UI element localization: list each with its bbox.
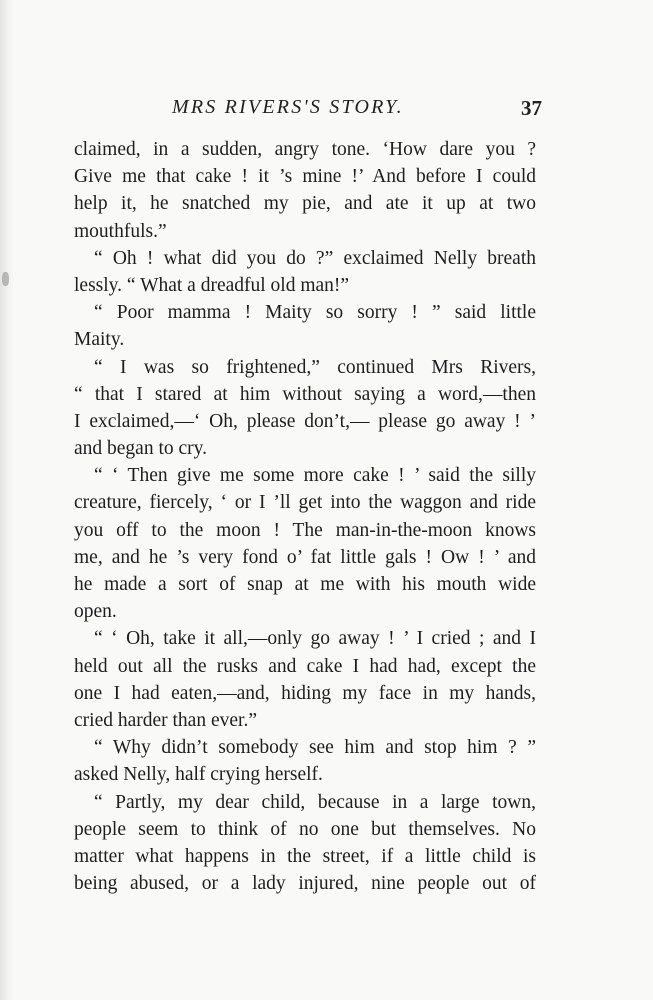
text-line: “ Oh ! what did you do ?” exclaimed Nelly breath (94, 247, 536, 269)
text-line: matter what happens in the street, if a little child is (74, 845, 536, 867)
text-line: “ Poor mamma ! Maity so sorry ! ” said little (94, 302, 536, 324)
text-line: people seem to think of no one but themselves. No (74, 818, 536, 840)
text-line: asked Nelly, half crying herself. (74, 764, 323, 786)
page-number: 37 (521, 96, 542, 120)
running-head: MRS RIVERS'S STORY. (172, 96, 404, 118)
body-text (74, 136, 536, 897)
text-line: “ that I stared at him without saying a word,—then (74, 383, 536, 405)
text-line: one I had eaten,—and, hiding my face in my hands, (74, 682, 536, 704)
text-line: he made a sort of snap at me with his mouth wide (74, 574, 536, 595)
text-line: “ Why didn’t somebody see him and stop him ? ” (94, 737, 536, 759)
page-header (172, 96, 542, 126)
text-line: creature, fiercely, ‘ or I ’ll get into the waggon and ride (74, 492, 536, 514)
text-line: Maity. (74, 329, 125, 351)
text-line: lessly. “ What a dreadful old man!” (74, 274, 350, 296)
text-line: claimed, in a sudden, angry tone. ‘How dare you ? (74, 139, 536, 160)
text-line: me, and he ’s very fond o’ fat little gals ! Ow ! ’ and (74, 546, 536, 568)
text-line: held out all the rusks and cake I had had, except the (74, 655, 536, 677)
text-line: “ Partly, my dear child, because in a large town, (94, 791, 536, 813)
text-line: “ I was so frightened,” continued Mrs Rivers, (94, 356, 536, 378)
page-gutter-edge (0, 0, 14, 1000)
text-line: I exclaimed,—‘ Oh, please don’t,— please go away ! ’ (74, 410, 536, 432)
text-line: help it, he snatched my pie, and ate it up at two (74, 193, 536, 215)
text-line: “ ‘ Oh, take it all,—only go away ! ’ I cried ; and I (94, 628, 536, 650)
text-line: and began to cry. (74, 438, 208, 460)
text-line: open. (74, 601, 117, 623)
gutter-speck (2, 272, 9, 286)
text-line: you off to the moon ! The man-in-the-moon knows (74, 519, 536, 541)
text-line: mouthfuls.” (74, 220, 167, 242)
text-line: “ ‘ Then give me some more cake ! ’ said the silly (94, 465, 536, 487)
text-line: cried harder than ever.” (74, 709, 257, 731)
text-line: Give me that cake ! it ’s mine !’ And before I could (74, 166, 536, 188)
text-line: being abused, or a lady injured, nine people out of (74, 873, 536, 895)
